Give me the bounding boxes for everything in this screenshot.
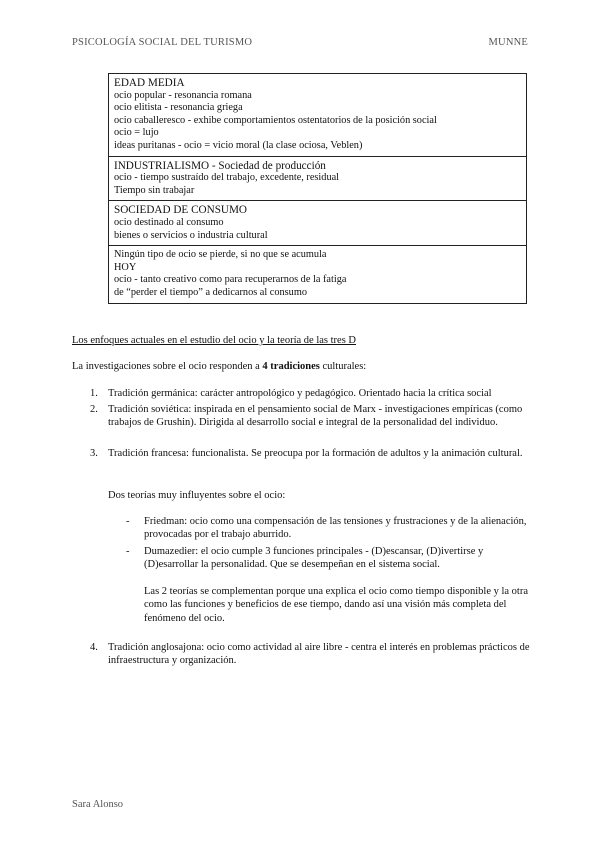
box-title: INDUSTRIALISMO - Sociedad de producción <box>114 159 326 172</box>
historical-periods-table <box>108 73 527 304</box>
box-line: ocio = lujo <box>114 127 159 139</box>
list-number: 3. <box>90 448 98 459</box>
theories-note: Las 2 teorías se complementan porque una explica el ocio como tiempo disponible y la otra como las funciones y beneficios de ese tiempo, dando así una visión más completa del fenómeno del ocio. <box>144 586 529 624</box>
box-title: EDAD MEDIA <box>114 77 185 89</box>
table-box-industrialismo <box>109 157 526 202</box>
list-text: Tradición anglosajona: ocio como actividad al aire libre - centra el interés en problemas prácticos de infraestructura y organización. <box>108 642 530 666</box>
box-title: SOCIEDAD DE CONSUMO <box>114 204 248 217</box>
box-line: ideas puritanas - ocio = vicio moral (la clase ociosa, Veblen) <box>114 139 363 151</box>
intro-text-end: culturales: <box>319 361 367 372</box>
box-line: ocio popular - resonancia romana <box>114 89 252 101</box>
list-number: 4. <box>90 642 98 653</box>
intro-text: La investigaciones sobre el ocio responden a <box>72 361 263 372</box>
header-author: MUNNE <box>488 37 528 48</box>
box-line: Tiempo sin trabajar <box>114 184 195 196</box>
list-item-anglosajona <box>90 641 530 667</box>
section-heading: Los enfoques actuales en el estudio del ocio y la teoría de las tres D <box>72 335 356 346</box>
box-line: ocio destinado al consumo <box>114 216 224 228</box>
table-box-edad-media <box>109 74 526 157</box>
footer-author: Sara Alonso <box>72 799 124 810</box>
box-line: ocio - tiempo sustraído del trabajo, excedente, residual <box>114 172 340 184</box>
table-box-hoy <box>109 246 526 302</box>
list-item-francesa <box>90 447 530 460</box>
list-text: Tradición francesa: funcionalista. Se preocupa por la formación de adultos y la animación cultural. <box>108 448 523 459</box>
box-line: ocio - tanto creativo como para recuperarnos de la fatiga <box>114 274 347 286</box>
dash-bullet: - <box>126 546 130 557</box>
list-number: 2. <box>90 404 98 415</box>
table-box-sociedad-consumo <box>109 201 526 246</box>
box-title: Ningún tipo de ocio se pierde, si no que se acumula <box>114 249 327 261</box>
theory-text: Dumazedier: el ocio cumple 3 funciones principales - (D)escansar, (D)ivertirse y (D)esarrollar la personalidad. Que se desempeñan en el sistema social. <box>144 546 484 571</box>
list-text: Tradición soviética: inspirada en el pensamiento social de Marx - investigaciones empíricas (como trabajos de Grushin). Dirigida al desarrollo social e integral de la personalidad del individuo. <box>108 404 523 428</box>
list-number: 1. <box>90 388 98 399</box>
box-line: HOY <box>114 261 137 273</box>
list-item-sovietica <box>90 403 530 429</box>
dash-bullet: - <box>126 516 130 527</box>
list-text: Tradición germánica: carácter antropológico y pedagógico. Orientado hacia la crítica social <box>108 388 492 399</box>
theory-friedman <box>126 515 530 542</box>
theories-intro: Dos teorías muy influyentes sobre el ocio: <box>108 490 286 501</box>
intro-paragraph <box>72 361 366 372</box>
box-line: ocio elitista - resonancia griega <box>114 102 243 114</box>
box-line: bienes o servicios o industria cultural <box>114 229 268 241</box>
list-item-germanica <box>90 387 530 400</box>
theory-dumazedier <box>126 545 530 572</box>
theory-text: Friedman: ocio como una compensación de las tensiones y frustraciones y de la alienación, provocadas por el trabajo aburrido. <box>144 516 527 541</box>
box-line: de “perder el tiempo” a dedicarnos al consumo <box>114 286 307 298</box>
header-title: PSICOLOGÍA SOCIAL DEL TURISMO <box>72 37 253 48</box>
intro-bold: 4 tradiciones <box>262 361 320 372</box>
box-line: ocio caballeresco - exhibe comportamientos ostentatorios de la posición social <box>114 114 437 126</box>
